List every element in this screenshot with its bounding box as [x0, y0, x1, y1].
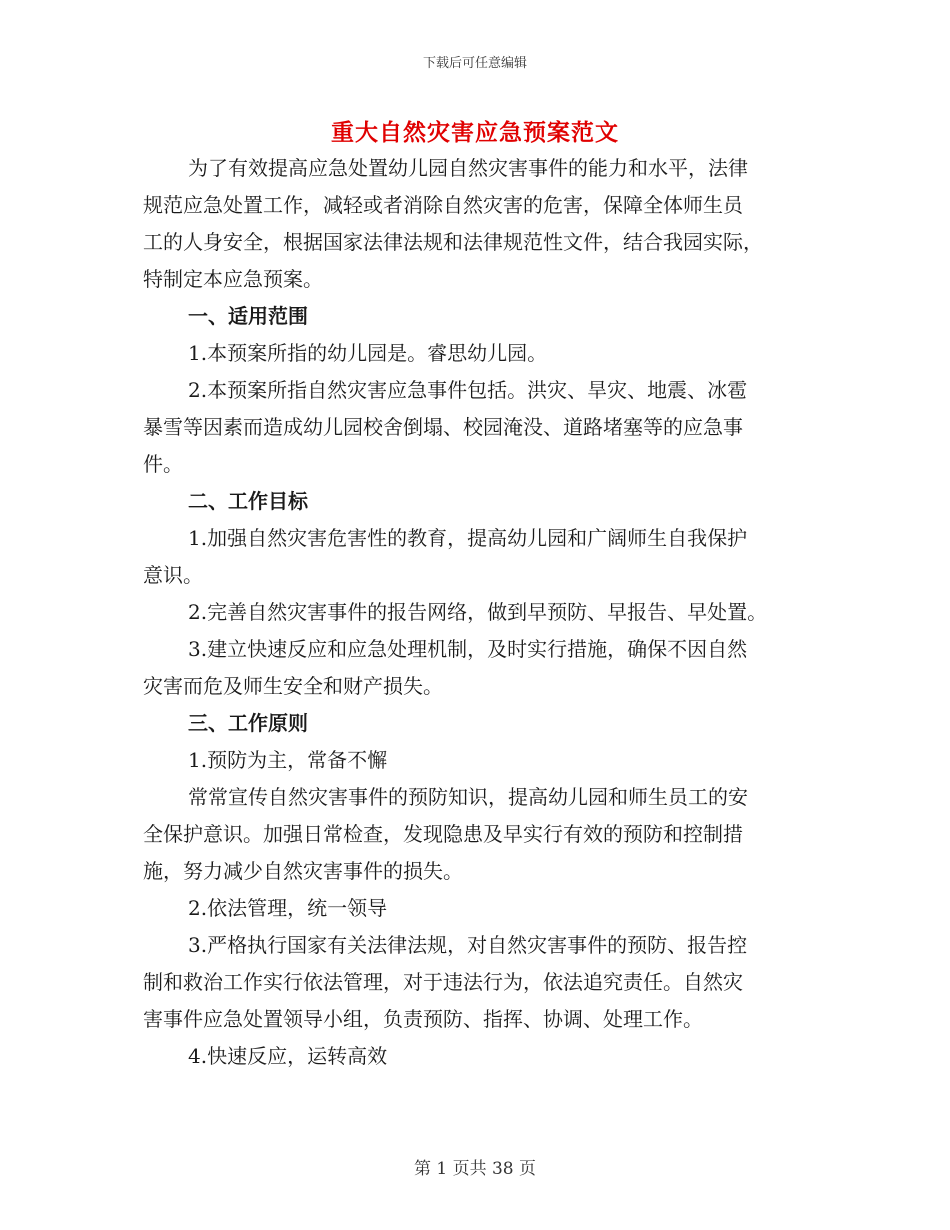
paragraph-line: 3.严格执行国家有关法律法规，对自然灾害事件的预防、报告控: [188, 933, 748, 957]
paragraph-line: 制和救治工作实行依法管理，对于违法行为，依法追究责任。自然灾: [143, 970, 743, 994]
paragraph-line: 1.本预案所指的幼儿园是。睿思幼儿园。: [188, 341, 548, 365]
section-heading: 二、工作目标: [188, 489, 308, 513]
document-title: 重大自然灾害应急预案范文: [331, 119, 619, 146]
paragraph-line: 全保护意识。加强日常检查，发现隐患及早实行有效的预防和控制措: [143, 822, 743, 846]
paragraph-line: 规范应急处置工作，减轻或者消除自然灾害的危害，保障全体师生员: [143, 193, 743, 217]
paragraph-line: 常常宣传自然灾害事件的预防知识，提高幼儿园和师生员工的安: [188, 785, 748, 809]
paragraph-line: 灾害而危及师生安全和财产损失。: [143, 674, 443, 698]
paragraph-line: 2.完善自然灾害事件的报告网络，做到早预防、早报告、早处置。: [188, 600, 768, 624]
page-header: 下载后可任意编辑: [422, 56, 527, 71]
paragraph-line: 1.预防为主，常备不懈: [188, 748, 388, 772]
paragraph-line: 暴雪等因素而造成幼儿园校舍倒塌、校园淹没、道路堵塞等的应急事: [143, 415, 743, 439]
paragraph-line: 2.本预案所指自然灾害应急事件包括。洪灾、旱灾、地震、冰雹: [188, 378, 748, 402]
paragraph-line: 特制定本应急预案。: [143, 267, 323, 291]
section-heading: 一、适用范围: [188, 304, 308, 328]
paragraph-line: 为了有效提高应急处置幼儿园自然灾害事件的能力和水平，法律: [188, 156, 748, 180]
paragraph-line: 件。: [143, 452, 183, 476]
paragraph-line: 2.依法管理，统一领导: [188, 896, 388, 920]
paragraph-line: 害事件应急处置领导小组，负责预防、指挥、协调、处理工作。: [143, 1007, 703, 1031]
document-body: [143, 150, 808, 1075]
paragraph-line: 施，努力减少自然灾害事件的损失。: [143, 859, 463, 883]
paragraph-line: 1.加强自然灾害危害性的教育，提高幼儿园和广阔师生自我保护: [188, 526, 748, 550]
paragraph-line: 4.快速反应，运转高效: [188, 1044, 388, 1068]
paragraph-line: 意识。: [143, 563, 203, 587]
paragraph-line: 3.建立快速反应和应急处理机制，及时实行措施，确保不因自然: [188, 637, 748, 661]
page-footer: 第 1 页共 38 页: [413, 1159, 537, 1179]
section-heading: 三、工作原则: [188, 711, 308, 735]
paragraph-line: 工的人身安全，根据国家法律法规和法律规范性文件，结合我园实际，: [143, 230, 763, 254]
